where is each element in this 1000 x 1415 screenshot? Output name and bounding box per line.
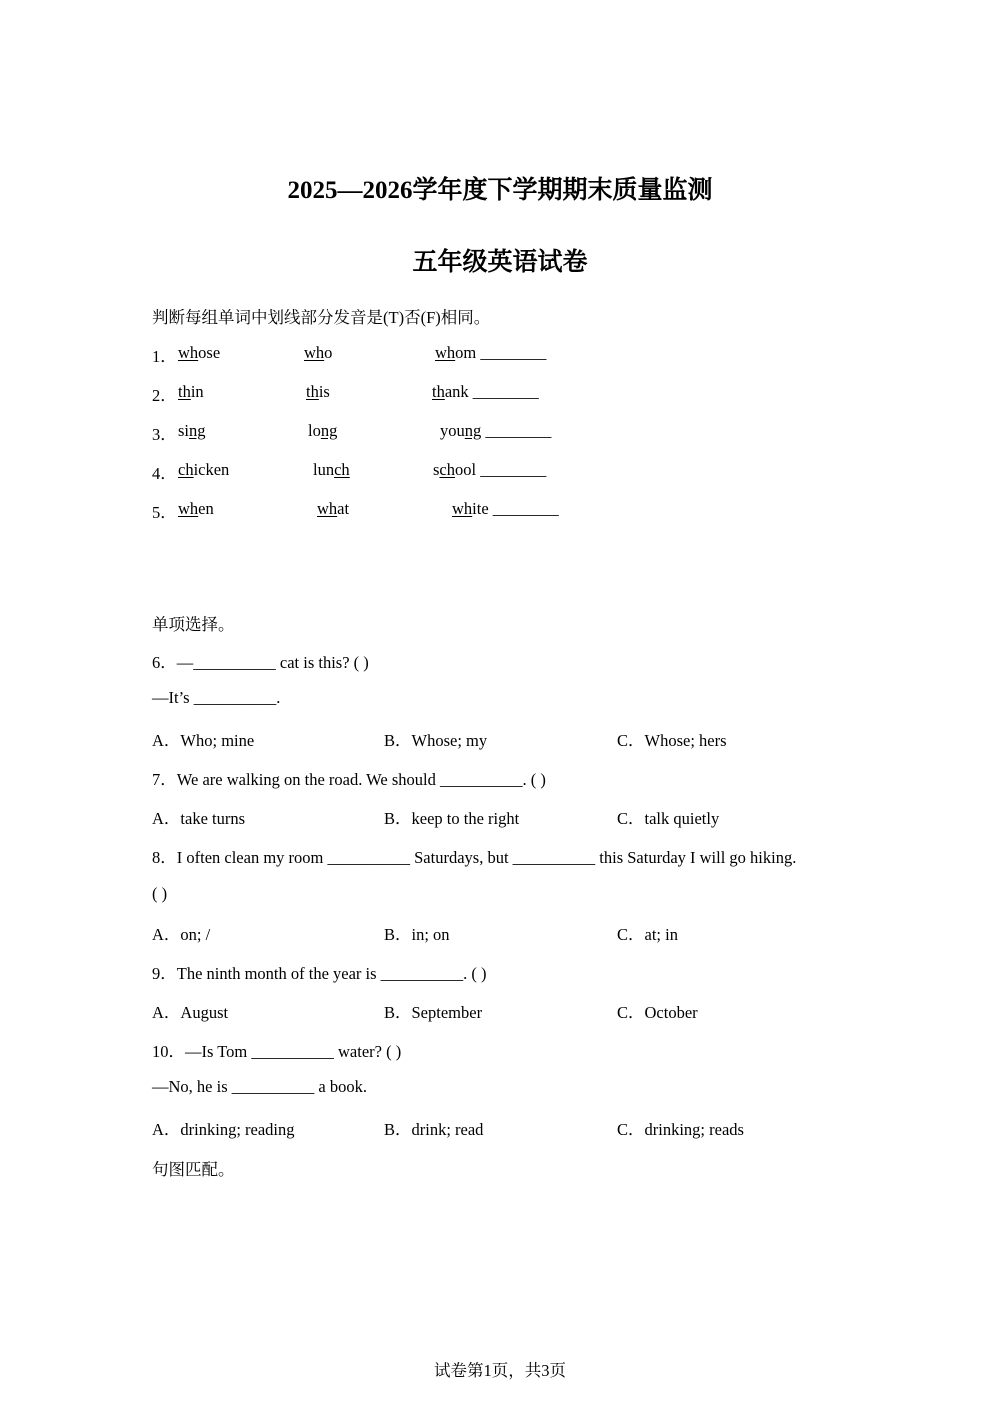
underlined-letters: ng [189,421,206,440]
underlined-letters: th [306,382,319,401]
word-part: en [198,499,214,518]
word-part: o [324,343,333,362]
exam-subtitle: 五年级英语试卷 [412,249,588,276]
phonics-item [152,382,672,404]
word-2 [306,382,330,402]
question-8-options [152,921,852,943]
item-number: 4． [152,464,177,483]
phonics-item [152,460,672,482]
phonics-item [152,499,672,521]
word-3 [432,382,539,402]
word-part: ose [198,343,221,362]
option-a[interactable]: A．drinking; reading [152,1120,295,1139]
underlined-letters: wh [317,499,338,518]
option-a[interactable]: A．on; / [152,925,211,944]
option-b[interactable]: B．in; on [384,925,450,944]
word-1 [178,421,206,441]
section2-heading: 单项选择。 [152,615,235,634]
word-part: si [178,421,190,440]
option-c[interactable]: C．talk quietly [617,809,720,828]
answer-blank[interactable]: ________ [472,382,539,401]
underlined-letters: wh [452,499,473,518]
underlined-letters: wh [304,343,325,362]
word-2 [313,460,350,480]
question-8-bracket: ( ) [152,884,168,903]
word-part: in [190,382,204,401]
underlined-letters: th [178,382,191,401]
option-b[interactable]: B．Whose; my [384,731,488,750]
word-part: is [318,382,330,401]
underlined-letters: ch [178,460,194,479]
underlined-letters: wh [178,499,199,518]
section3-heading: 句图匹配。 [152,1160,235,1179]
question-7: 7．We are walking on the road. We should __________. ( ) [152,770,546,789]
answer-blank[interactable]: ________ [485,421,552,440]
option-b[interactable]: B．drink; read [384,1120,484,1139]
option-b[interactable]: B．keep to the right [384,809,520,828]
word-part: at [337,499,350,518]
word-3 [452,499,559,519]
exam-title: 2025—2026学年度下学期期末质量监测 [287,177,713,204]
underlined-letters: ch [334,460,350,479]
option-c[interactable]: C．Whose; hers [617,731,727,750]
question-6-answer-line: —It’s __________. [152,688,281,707]
word-1 [178,460,229,480]
item-number: 5． [152,503,177,522]
word-2 [304,343,332,363]
phonics-item [152,421,672,443]
page-footer: 试卷第1页，共3页 [434,1361,566,1380]
word-3 [433,460,546,480]
underlined-letters: th [432,382,445,401]
word-part: om [455,343,477,362]
underlined-letters: ng [464,421,482,440]
word-1 [178,382,204,402]
phonics-item [152,343,672,365]
question-9: 9．The ninth month of the year is __________. ( ) [152,964,487,983]
word-part: ite [472,499,489,518]
word-part: lun [313,460,335,479]
option-c[interactable]: C．October [617,1003,698,1022]
underlined-letters: ng [320,421,338,440]
answer-blank[interactable]: ________ [480,460,547,479]
answer-blank[interactable]: ________ [480,343,547,362]
underlined-letters: wh [178,343,199,362]
option-c[interactable]: C．at; in [617,925,678,944]
item-number: 3． [152,425,177,444]
word-part: s [433,460,440,479]
word-part: icken [193,460,230,479]
option-a[interactable]: A．Who; mine [152,731,255,750]
option-a[interactable]: A．take turns [152,809,246,828]
question-6-options [152,727,852,749]
word-3 [435,343,546,363]
section1-heading: 判断每组单词中划线部分发音是(T)否(F)相同。 [152,308,491,327]
word-2 [317,499,349,519]
word-3 [440,421,551,441]
question-10-answer-line: —No, he is __________ a book. [152,1077,367,1096]
question-9-options [152,999,852,1021]
question-7-options [152,805,852,827]
underlined-letters: ch [439,460,455,479]
word-2 [308,421,337,441]
question-10-options [152,1116,852,1138]
answer-blank[interactable]: ________ [492,499,559,518]
item-number: 2． [152,386,177,405]
underlined-letters: wh [435,343,456,362]
word-1 [178,343,220,363]
option-c[interactable]: C．drinking; reads [617,1120,744,1139]
question-6: 6．—__________ cat is this? ( ) [152,653,369,672]
word-1 [178,499,214,519]
option-a[interactable]: A．August [152,1003,229,1022]
option-b[interactable]: B．September [384,1003,483,1022]
word-part: you [440,421,465,440]
question-8: 8．I often clean my room __________ Saturdays, but __________ this Saturday I will go hiking. [152,848,797,867]
word-part: ool [455,460,477,479]
item-number: 1． [152,347,177,366]
word-part: ank [444,382,469,401]
word-part: lo [308,421,321,440]
question-10: 10．—Is Tom __________ water? ( ) [152,1042,402,1061]
